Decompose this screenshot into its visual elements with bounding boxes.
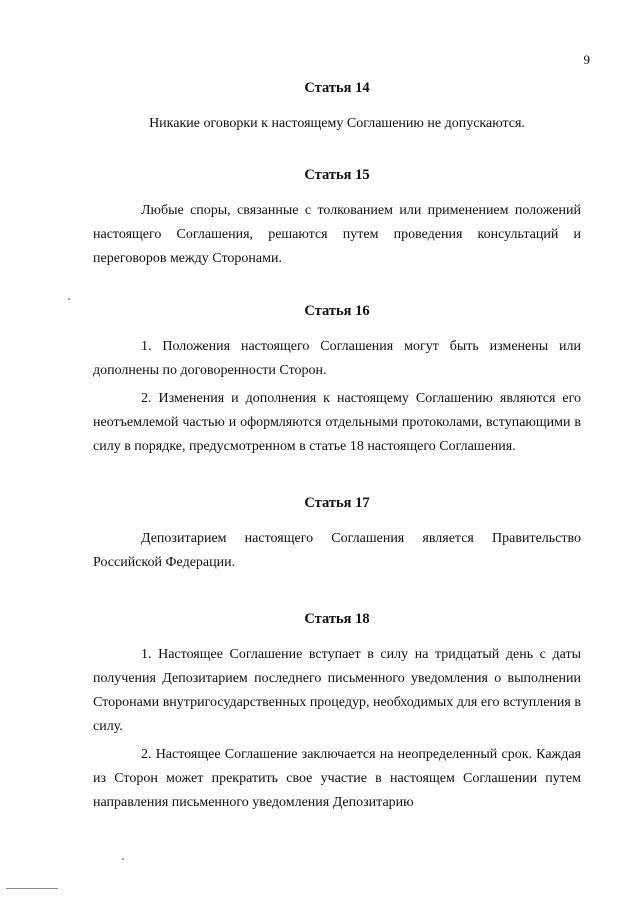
article-heading: Статья 18 xyxy=(304,611,370,627)
document-body xyxy=(93,78,581,819)
article-heading: Статья 15 xyxy=(304,167,370,183)
article-spacer xyxy=(93,579,581,609)
article-paragraph: 1. Настоящее Соглашение вступает в силу на тридцатый день с даты получения Депозитарием последнего письменного уведомления о выполнении Сторонами внутригосударственных процедур, необходимых для его вступления в силу. xyxy=(93,647,581,734)
article-paragraph: 2. Изменения и дополнения к настоящему Соглашению являются его неотъемлемой частью и оформляются отдельными протоколами, вступающими в силу в порядке, предусмотренном в статье 18 настоящего Соглашения. xyxy=(93,391,581,454)
article-16 xyxy=(93,301,581,459)
page-number: 9 xyxy=(583,52,590,67)
scan-artifact-dot xyxy=(68,298,70,300)
article-paragraph: 2. Настоящее Соглашение заключается на неопределенный срок. Каждая из Сторон может прекратить свое участие в настоящем Соглашении путем направления письменного уведомления Депозитарию xyxy=(93,747,581,810)
article-paragraph: Никакие оговорки к настоящему Соглашению не допускаются. xyxy=(149,116,525,131)
article-15 xyxy=(93,165,581,271)
article-paragraph: Депозитарием настоящего Соглашения является Правительство Российской Федерации. xyxy=(93,531,581,570)
article-paragraph: Любые споры, связанные с толкованием или применением положений настоящего Соглашения, решаются путем проведения консультаций и переговоров между Сторонами. xyxy=(93,203,581,266)
article-heading: Статья 16 xyxy=(304,303,370,319)
article-14 xyxy=(93,78,581,136)
scan-artifact-dot xyxy=(122,858,124,860)
article-spacer xyxy=(93,275,581,301)
article-spacer xyxy=(93,463,581,493)
article-spacer xyxy=(93,140,581,165)
article-17 xyxy=(93,493,581,575)
scan-artifact-line xyxy=(6,888,58,891)
article-heading: Статья 17 xyxy=(304,495,370,511)
article-heading: Статья 14 xyxy=(304,80,370,96)
article-paragraph: 1. Положения настоящего Соглашения могут быть изменены или дополнены по договоренности Сторон. xyxy=(93,339,581,378)
article-18 xyxy=(93,609,581,815)
